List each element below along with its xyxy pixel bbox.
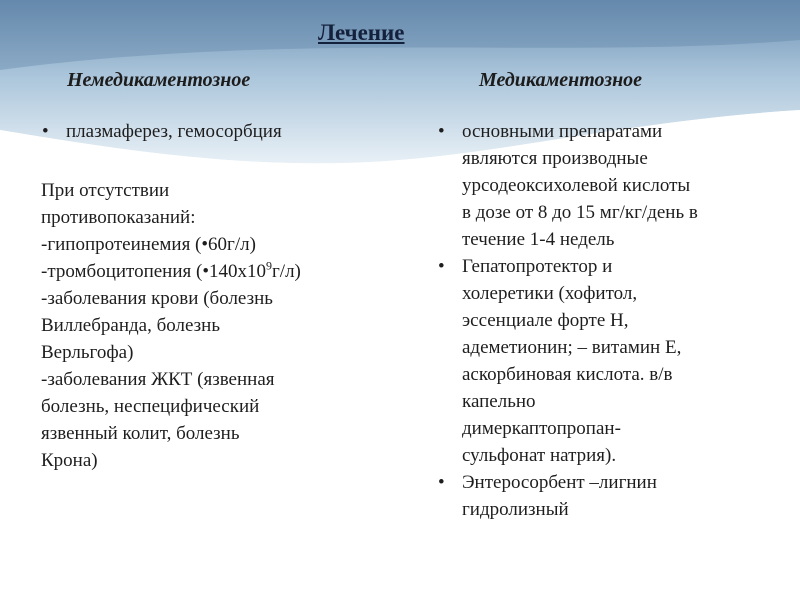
slide-title: Лечение	[318, 20, 405, 45]
contraindications-line: -гипопротеинемия (•60г/л)	[41, 234, 256, 255]
non-drug-heading: Немедикаментозное	[67, 69, 251, 91]
list-item-line: эссенциале форте Н,	[462, 310, 629, 331]
list-item-line: холеретики (хофитол,	[462, 283, 638, 304]
list-item-line: являются производные	[462, 148, 648, 169]
contraindications-line: болезнь, неспецифический	[41, 396, 260, 417]
contraindications-block	[41, 177, 401, 474]
contraindications-line: При отсутствии	[41, 180, 170, 201]
contraindications-line: язвенный колит, болезнь	[41, 423, 240, 444]
list-item	[436, 118, 786, 253]
bullet-icon: •	[438, 121, 445, 142]
drug-heading: Медикаментозное	[479, 69, 643, 91]
list-item-line: в дозе от 8 до 15 мг/кг/день в	[462, 202, 698, 223]
bullet-icon: •	[438, 256, 445, 277]
list-item-line: урсодеоксихолевой кислоты	[462, 175, 691, 196]
bullet-icon: •	[42, 121, 49, 142]
contraindications-line: -заболевания крови (болезнь	[41, 288, 273, 309]
exponent: 9	[266, 258, 272, 273]
contraindications-line: Крона)	[41, 450, 98, 471]
list-item-line: адеметионин; – витамин Е,	[462, 337, 682, 358]
list-item	[40, 118, 380, 145]
list-item-line: сульфонат натрия).	[462, 445, 617, 466]
list-item-line: аскорбиновая кислота. в/в	[462, 364, 673, 385]
non-drug-list	[40, 118, 380, 145]
list-item	[436, 253, 786, 469]
contraindications-line	[41, 258, 401, 285]
list-item-line: капельно	[462, 391, 536, 412]
bullet-icon: •	[438, 472, 445, 493]
list-item-line: димеркаптопропан-	[462, 418, 621, 439]
list-item	[436, 469, 786, 523]
list-item-line: течение 1-4 недель	[462, 229, 615, 250]
contraindications-line: противопоказаний:	[41, 207, 196, 228]
list-item-text: плазмаферез, гемосорбция	[66, 121, 282, 142]
list-item-line: гидролизный	[462, 499, 569, 520]
contraindications-line: Виллебранда, болезнь	[41, 315, 221, 336]
list-item-line: основными препаратами	[462, 121, 663, 142]
list-item-line: Гепатопротектор и	[462, 256, 613, 277]
drug-list	[436, 118, 786, 523]
contraindications-line: Верльгофа)	[41, 342, 134, 363]
line-text: -тромбоцитопения (•140х10	[41, 261, 266, 282]
list-item-line: Энтеросорбент –лигнин	[462, 472, 657, 493]
line-text: г/л)	[272, 261, 301, 282]
contraindications-line: -заболевания ЖКТ (язвенная	[41, 369, 275, 390]
